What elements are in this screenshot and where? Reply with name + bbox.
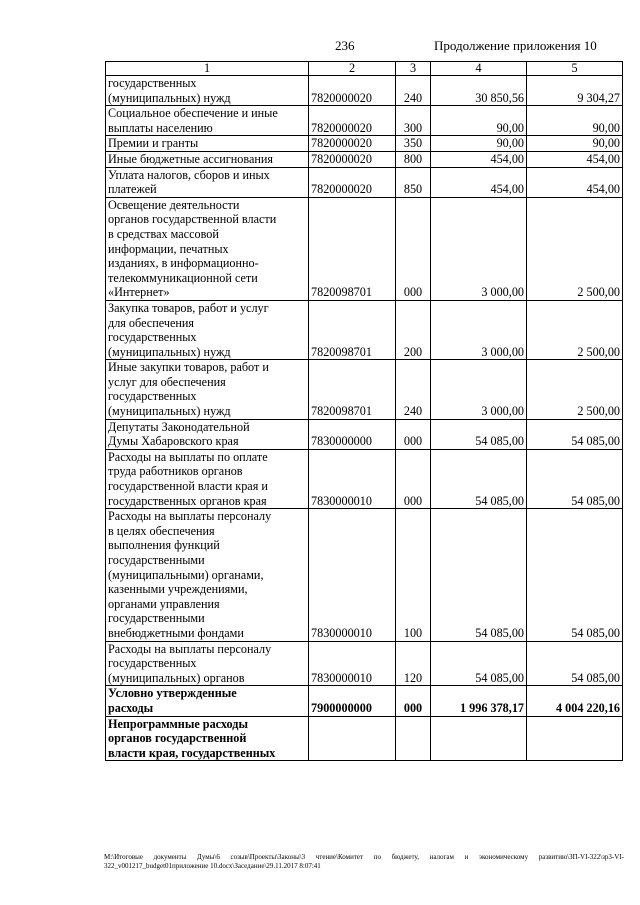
- table-row: [106, 449, 623, 508]
- amount-year1-cell: 3 000,00: [431, 360, 527, 419]
- amount-year1-cell: 3 000,00: [431, 197, 527, 300]
- amount-year2-cell: 4 004 220,16: [527, 686, 623, 716]
- amount-year2-cell: 2 500,00: [527, 360, 623, 419]
- target-article-code-cell: 7820000020: [309, 136, 396, 152]
- expense-type-cell: 000: [396, 686, 431, 716]
- expense-type-cell: 100: [396, 509, 431, 641]
- column-header: 2: [309, 62, 396, 76]
- amount-year1-cell: 454,00: [431, 151, 527, 167]
- expense-name-cell: государственных (муниципальных) нужд: [106, 76, 309, 106]
- amount-year2-cell: 54 085,00: [527, 641, 623, 686]
- table-row: [106, 76, 623, 106]
- target-article-code-cell: 7820098701: [309, 300, 396, 359]
- table-row: [106, 197, 623, 300]
- column-header: 1: [106, 62, 309, 76]
- expense-name-cell: Иные закупки товаров, работ и услуг для обеспечения государственных (муниципальных) нужд: [106, 360, 309, 419]
- target-article-code-cell: 7900000000: [309, 686, 396, 716]
- page-number: 236: [335, 38, 355, 53]
- amount-year2-cell: 454,00: [527, 167, 623, 197]
- amount-year1-cell: 454,00: [431, 167, 527, 197]
- expense-name-cell: Расходы на выплаты персоналу в целях обеспечения выполнения функций государственными (муниципальными) органами, казенными учреждениями, органами управления государственными внебюджетными фондами: [106, 509, 309, 641]
- target-article-code-cell: 7820000020: [309, 76, 396, 106]
- expense-type-cell: 800: [396, 151, 431, 167]
- expense-type-cell: 850: [396, 167, 431, 197]
- expense-type-cell: 200: [396, 300, 431, 359]
- amount-year2-cell: 9 304,27: [527, 76, 623, 106]
- column-header: 3: [396, 62, 431, 76]
- amount-year2-cell: 54 085,00: [527, 419, 623, 449]
- amount-year1-cell: 90,00: [431, 106, 527, 136]
- target-article-code-cell: 7820000020: [309, 167, 396, 197]
- amount-year1-cell: 54 085,00: [431, 419, 527, 449]
- table-row: [106, 106, 623, 136]
- expense-type-cell: 240: [396, 360, 431, 419]
- expense-type-cell: 000: [396, 419, 431, 449]
- table-row: [106, 686, 623, 716]
- column-header: 5: [527, 62, 623, 76]
- budget-table: [105, 61, 623, 761]
- expense-name-cell: Расходы на выплаты по оплате труда работников органов государственной власти края и государственных органов края: [106, 449, 309, 508]
- amount-year1-cell: 90,00: [431, 136, 527, 152]
- expense-name-cell: Условно утвержденные расходы: [106, 686, 309, 716]
- target-article-code-cell: 7830000010: [309, 509, 396, 641]
- amount-year2-cell: 90,00: [527, 106, 623, 136]
- expense-type-cell: 000: [396, 449, 431, 508]
- expense-type-cell: 000: [396, 197, 431, 300]
- document-path-footer: M:\Итоговые документы Думы\6 созыв\Проекты\Законы\3 чтение\Комитет по бюджету, налогам и экономическому развитию\ЗП-VI-322\зр3-VI-322_v001217_budget01приложение 10.docx\Заседание\29.11.2017 8:07:41: [104, 853, 624, 870]
- target-article-code-cell: 7820000020: [309, 106, 396, 136]
- expense-type-cell: 350: [396, 136, 431, 152]
- expense-name-cell: Премии и гранты: [106, 136, 309, 152]
- target-article-code-cell: 7820000020: [309, 151, 396, 167]
- amount-year2-cell: 2 500,00: [527, 197, 623, 300]
- column-header: 4: [431, 62, 527, 76]
- target-article-code-cell: 7830000000: [309, 419, 396, 449]
- amount-year1-cell: 54 085,00: [431, 449, 527, 508]
- table-row: [106, 419, 623, 449]
- expense-name-cell: Социальное обеспечение и иные выплаты населению: [106, 106, 309, 136]
- table-header-row: [106, 62, 623, 76]
- table-row: [106, 300, 623, 359]
- target-article-code-cell: 7830000010: [309, 641, 396, 686]
- table-row: [106, 167, 623, 197]
- expense-name-cell: Депутаты Законодательной Думы Хабаровского края: [106, 419, 309, 449]
- amount-year2-cell: 54 085,00: [527, 509, 623, 641]
- table-row: [106, 136, 623, 152]
- expense-type-cell: 300: [396, 106, 431, 136]
- target-article-code-cell: 7820098701: [309, 360, 396, 419]
- expense-type-cell: 240: [396, 76, 431, 106]
- target-article-code-cell: 7820098701: [309, 197, 396, 300]
- amount-year2-cell: 454,00: [527, 151, 623, 167]
- expense-name-cell: Закупка товаров, работ и услуг для обеспечения государственных (муниципальных) нужд: [106, 300, 309, 359]
- table-row: [106, 716, 623, 761]
- amount-year2-cell: 90,00: [527, 136, 623, 152]
- amount-year2-cell: 54 085,00: [527, 449, 623, 508]
- amount-year1-cell: 54 085,00: [431, 509, 527, 641]
- expense-name-cell: Иные бюджетные ассигнования: [106, 151, 309, 167]
- target-article-code-cell: [309, 716, 396, 761]
- amount-year1-cell: 1 996 378,17: [431, 686, 527, 716]
- amount-year2-cell: [527, 716, 623, 761]
- amount-year1-cell: 3 000,00: [431, 300, 527, 359]
- expense-type-cell: [396, 716, 431, 761]
- amount-year1-cell: [431, 716, 527, 761]
- table-row: [106, 360, 623, 419]
- amount-year2-cell: 2 500,00: [527, 300, 623, 359]
- amount-year1-cell: 54 085,00: [431, 641, 527, 686]
- expense-type-cell: 120: [396, 641, 431, 686]
- table-row: [106, 509, 623, 641]
- expense-name-cell: Расходы на выплаты персоналу государственных (муниципальных) органов: [106, 641, 309, 686]
- appendix-continuation-label: Продолжение приложения 10: [434, 38, 597, 53]
- table-row: [106, 151, 623, 167]
- expense-name-cell: Уплата налогов, сборов и иных платежей: [106, 167, 309, 197]
- table-body: [106, 76, 623, 761]
- amount-year1-cell: 30 850,56: [431, 76, 527, 106]
- expense-name-cell: Освещение деятельности органов государственной власти в средствах массовой информации, печатных изданиях, в информационно- телекоммуникационной сети «Интернет»: [106, 197, 309, 300]
- target-article-code-cell: 7830000010: [309, 449, 396, 508]
- table-row: [106, 641, 623, 686]
- expense-name-cell: Непрограммные расходы органов государственной власти края, государственных: [106, 716, 309, 761]
